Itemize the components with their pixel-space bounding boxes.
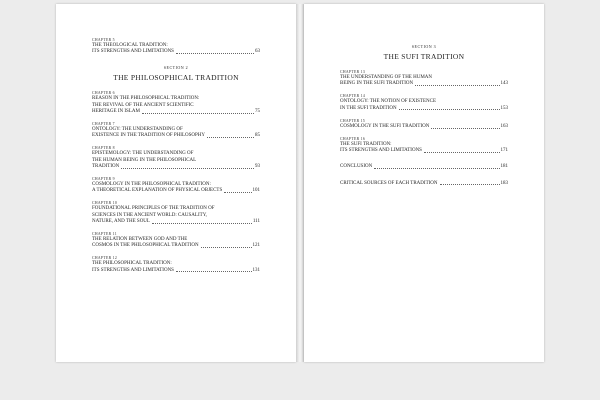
toc-extra-entry	[340, 181, 508, 187]
page-number: 85	[255, 133, 260, 139]
chapter-title-line	[92, 133, 260, 139]
chapter-title-line	[92, 268, 260, 274]
page-number: 93	[255, 163, 260, 169]
section-heading	[340, 44, 508, 62]
toc-entry	[340, 119, 508, 130]
chapter-title-text: THE REVIVAL OF THE ANCIENT SCIENTIFIC	[92, 102, 194, 108]
chapter-title-text: CONCLUSION	[340, 164, 373, 170]
chapter-title-text: ONTOLOGY: THE UNDERSTANDING OF	[92, 127, 183, 133]
chapter-title-text: ITS STRENGTHS AND LIMITATIONS	[92, 49, 174, 55]
page-number: 75	[255, 108, 260, 114]
chapter-title-line	[340, 106, 508, 112]
chapter-title-text: A THEORETICAL EXPLANATION OF PHYSICAL OBJECTS	[92, 188, 223, 194]
chapter-title-text: ONTOLOGY: THE NOTION OF EXISTENCE	[340, 99, 437, 105]
dot-leader	[121, 168, 254, 169]
page-number: 131	[252, 267, 260, 273]
dot-leader	[142, 113, 254, 114]
toc-entry	[92, 91, 260, 115]
chapter-title-line	[340, 148, 508, 154]
left-toc	[92, 38, 260, 281]
book-gutter	[296, 4, 304, 362]
chapter-title-text: COSMOLOGY IN THE SUFI TRADITION	[340, 123, 430, 129]
chapter-title-text: THE RELATION BETWEEN GOD AND THE	[92, 237, 188, 243]
chapter-title-text: EXISTENCE IN THE TRADITION OF PHILOSOPHY	[92, 133, 206, 139]
toc-extra-entry	[340, 164, 508, 170]
chapter-number: CHAPTER 10	[92, 201, 118, 206]
dot-leader	[207, 137, 254, 138]
dot-leader	[152, 223, 252, 224]
toc-entry	[92, 232, 260, 249]
chapter-number: CHAPTER 9	[92, 177, 115, 182]
toc-entry	[92, 256, 260, 273]
chapter-number: CHAPTER 16	[340, 137, 366, 142]
chapter-title-text: REASON IN THE PHILOSOPHICAL TRADITION:	[92, 96, 200, 102]
chapter-title-text: FOUNDATIONAL PRINCIPLES OF THE TRADITION OF	[92, 206, 215, 212]
section-label: SECTION 2	[163, 65, 189, 71]
chapter-title-text: CRITICAL SOURCES OF EACH TRADITION	[340, 180, 438, 186]
section-label: SECTION 3	[411, 44, 437, 49]
toc-entry	[92, 38, 260, 55]
chapter-title-line	[92, 188, 260, 194]
chapter-title-text: BEING IN THE SUFI TRADITION	[340, 81, 414, 87]
toc-entry	[340, 137, 508, 154]
chapter-number: CHAPTER 15	[340, 118, 366, 123]
chapter-title-line	[92, 49, 260, 55]
chapter-number: CHAPTER 13	[340, 70, 366, 74]
chapter-title-text: COSMOLOGY IN THE PHILOSOPHICAL TRADITION:	[92, 182, 211, 188]
chapter-title-text: IN THE SUFI TRADITION	[340, 105, 397, 111]
left-page	[56, 4, 296, 362]
page-number: 143	[500, 81, 508, 87]
chapter-title-line	[340, 181, 508, 187]
page-number: 163	[500, 123, 508, 129]
dot-leader	[176, 271, 252, 272]
dot-leader	[201, 247, 252, 248]
chapter-title-line	[92, 164, 260, 170]
chapter-title-text: THE SUFI TRADITION:	[340, 142, 392, 148]
chapter-title-line	[340, 81, 508, 87]
section-title: THE SUFI TRADITION	[383, 52, 465, 61]
chapter-title-text: THE THEOLOGICAL TRADITION:	[92, 43, 168, 48]
chapter-number: CHAPTER 11	[92, 232, 117, 237]
dot-leader	[431, 128, 499, 129]
toc-entry	[92, 201, 260, 225]
toc-entry	[340, 70, 508, 87]
chapter-title-text: NATURE, AND THE SOUL	[92, 218, 150, 224]
chapter-title-line	[340, 124, 508, 130]
chapter-title-line	[92, 219, 260, 225]
chapter-title-text: THE PHILOSOPHICAL TRADITION:	[92, 261, 172, 267]
chapter-title-text: ITS STRENGTHS AND LIMITATIONS	[340, 148, 422, 154]
page-number: 121	[252, 243, 260, 249]
chapter-title-text: THE UNDERSTANDING OF THE HUMAN	[340, 75, 433, 80]
chapter-title-line	[92, 243, 260, 249]
chapter-title-line	[340, 164, 508, 170]
chapter-title-text: THE HUMAN BEING IN THE PHILOSOPHICAL	[92, 157, 197, 163]
chapter-number: CHAPTER 12	[92, 256, 118, 261]
right-toc	[340, 44, 508, 187]
toc-entry	[92, 122, 260, 139]
dot-leader	[415, 85, 499, 86]
chapter-number: CHAPTER 5	[92, 38, 115, 42]
dot-leader	[374, 168, 499, 169]
toc-entry	[92, 146, 260, 170]
chapter-title-text: HERITAGE IN ISLAM	[92, 108, 140, 114]
chapter-title-text: EPISTEMOLOGY: THE UNDERSTANDING OF	[92, 151, 194, 157]
page-number: 101	[252, 188, 260, 194]
chapter-title-text: TRADITION	[92, 163, 120, 169]
section-title: THE PHILOSOPHICAL TRADITION	[113, 73, 239, 83]
chapter-number: CHAPTER 7	[92, 122, 115, 127]
toc-entry	[340, 94, 508, 111]
page-number: 183	[500, 180, 508, 186]
dot-leader	[224, 192, 251, 193]
dot-leader	[440, 184, 500, 185]
chapter-number: CHAPTER 8	[92, 146, 115, 151]
toc-entry	[92, 177, 260, 194]
page-number: 153	[500, 105, 508, 111]
page-number: 63	[255, 49, 260, 55]
chapter-number: CHAPTER 14	[340, 94, 366, 99]
chapter-title-text: SCIENCES IN THE ANCIENT WORLD: CAUSALITY,	[92, 212, 207, 218]
page-number: 171	[500, 148, 508, 154]
section-heading	[92, 65, 260, 83]
page-number: 181	[500, 164, 508, 170]
right-page	[304, 4, 544, 362]
dot-leader	[424, 152, 500, 153]
page-number: 111	[252, 218, 260, 224]
chapter-number: CHAPTER 6	[92, 91, 115, 96]
dot-leader	[399, 109, 500, 110]
dot-leader	[176, 53, 254, 54]
chapter-title-line	[92, 109, 260, 115]
chapter-title-text: COSMOS IN THE PHILOSOPHICAL TRADITION	[92, 243, 199, 249]
chapter-title-text: ITS STRENGTHS AND LIMITATIONS	[92, 267, 174, 273]
